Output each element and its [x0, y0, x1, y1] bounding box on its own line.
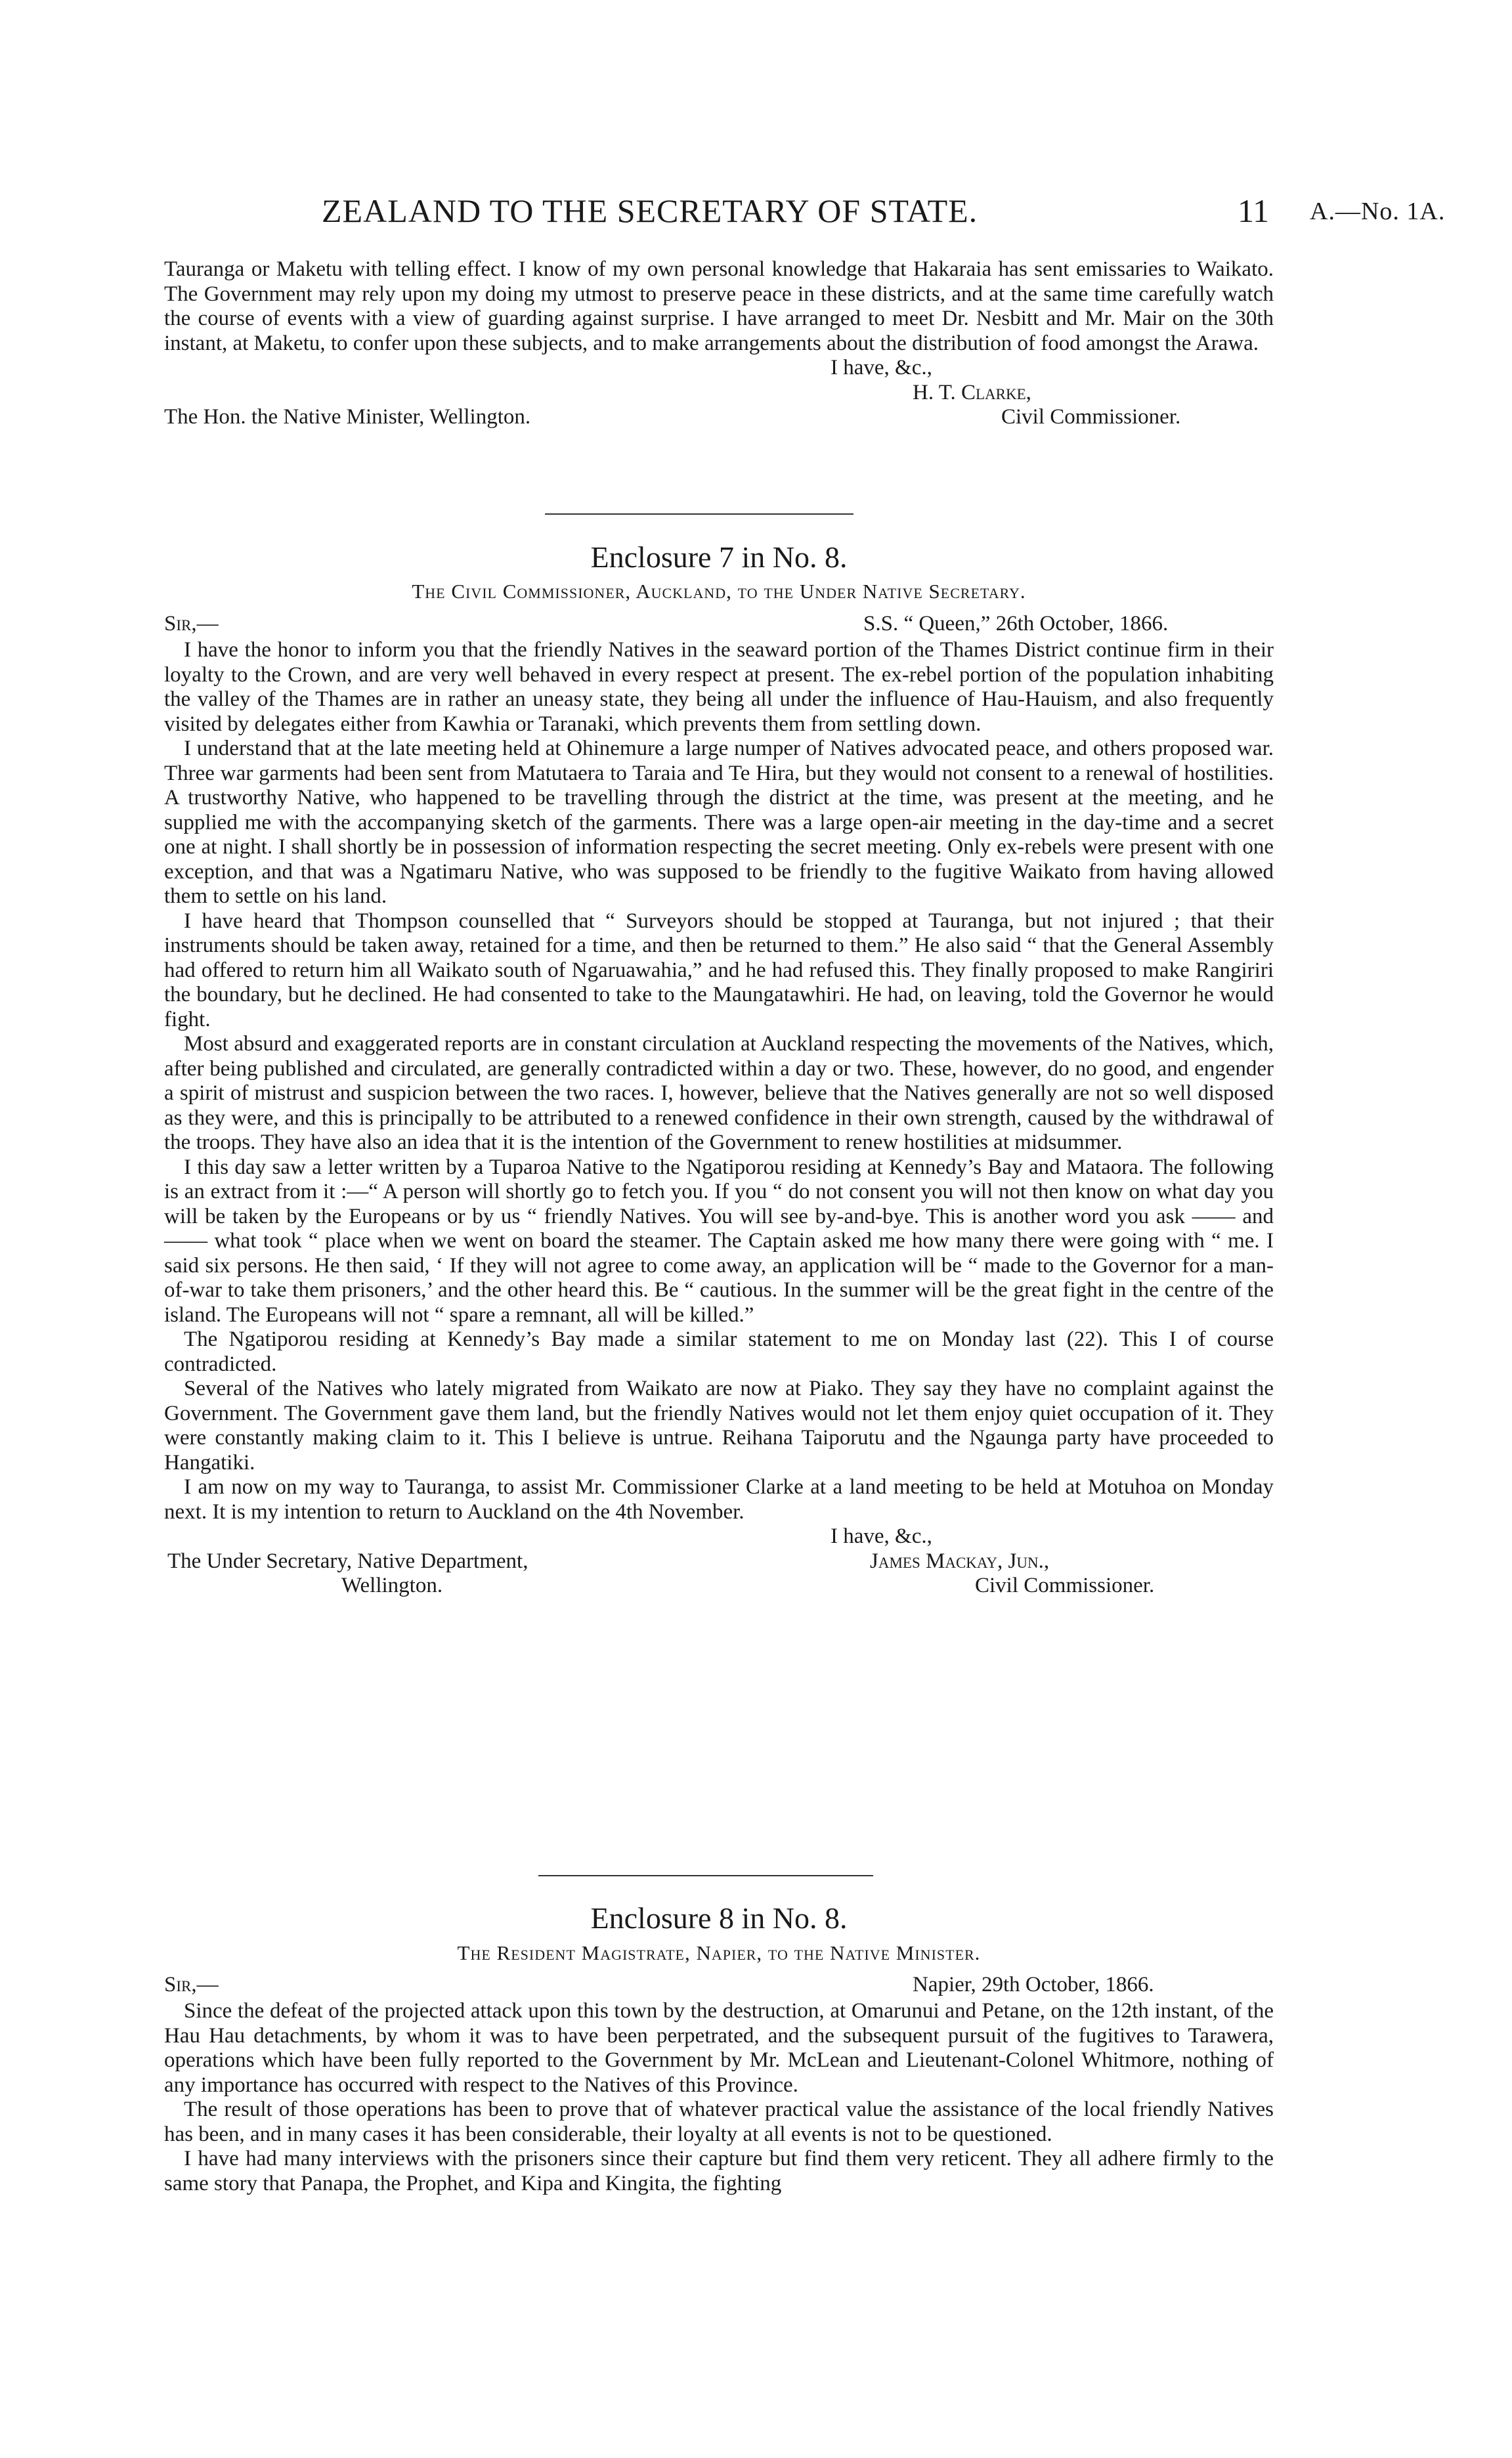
- enclosure7-heading: Enclosure 7 in No. 8.: [590, 540, 848, 574]
- document-reference: A.—No. 1A.: [1310, 198, 1446, 225]
- top-section: [164, 257, 1274, 430]
- enclosure7-paragraph: Several of the Natives who lately migrated from Waikato are now at Piako. They say they have no complaint against the Government. The Government gave them land, but the friendly Natives would not let them enjoy quiet occupation of it. They were constantly making claim to it. This I believe is untrue. Reihana Taiporutu and the Ngaunga party have proceeded to Hangatiki.: [164, 1377, 1274, 1475]
- enclosure7-subheading: The Civil Commissioner, Auckland, to the Under Native Secretary.: [412, 580, 1026, 603]
- enclosure7-paragraph: Most absurd and exaggerated reports are in constant circulation at Auckland respecting the movements of the Natives, which, after being published and circulated, are generally contradicted within a day or two. These, however, do no good, and engender a spirit of mistrust and suspicion between the two races. I, however, believe that the Natives generally are not so well disposed as they were, and this is principally to be attributed to a renewed confidence in their own strength, caused by the withdrawal of the troops. They have also an idea that it is the intention of the Government to renew hostilities at midsummer.: [164, 1032, 1274, 1154]
- enclosure7-paragraph: I am now on my way to Tauranga, to assist Mr. Commissioner Clarke at a land meeting to be held at Motuhoa on Monday next. It is my intention to return to Auckland on the 4th November.: [164, 1475, 1274, 1524]
- header-title: ZEALAND TO THE SECRETARY OF STATE.: [322, 192, 978, 229]
- top-closing-row: [164, 356, 1274, 381]
- enclosure8-salutation: Sir,—: [164, 1973, 219, 1996]
- enclosure7-addressee-line1: The Under Secretary, Native Department,: [167, 1549, 529, 1573]
- running-header: [289, 192, 1471, 231]
- enclosure7-dateline: S.S. “ Queen,” 26th October, 1866.: [863, 612, 1169, 636]
- enclosure7-body: [164, 638, 1274, 1599]
- page-number: 11: [1238, 192, 1270, 229]
- enclosure8-paragraph: I have had many interviews with the prisoners since their capture but find them very reticent. They all adhere firmly to the same story that Panapa, the Prophet, and Kipa and Kingita, the fighting: [164, 2147, 1274, 2195]
- enclosure7-addressee-line2: Wellington.: [341, 1574, 443, 1597]
- enclosure7-paragraph: I have the honor to inform you that the friendly Natives in the seaward portion of the Thames District continue firm in their loyalty to the Crown, and are very well behaved in every respect at present. The ex-rebel portion of the population inhabiting the valley of the Thames are in rather an uneasy state, they being all under the influence of Hau-Hauism, and also frequently visited by delegates either from Kawhia or Taranaki, which prevents them from settling down.: [164, 638, 1274, 736]
- enclosure8-paragraph: The result of those operations has been to prove that of whatever practical value the assistance of the local friendly Natives has been, and in many cases it has been considerable, their loyalty at all events is not to be questioned.: [164, 2098, 1274, 2146]
- enclosure7-paragraph: I this day saw a letter written by a Tuparoa Native to the Ngatiporou residing at Kennedy’s Bay and Mataora. The following is an extract from it :—“ A person will shortly go to fetch you. If you “ do not consent you will not then know on what day you will be taken by the Europeans or by us “ friendly Natives. You will see by-and-bye. This is another word you ask —— and —— what took “ place when we went on board the steamer. The Captain asked me how many there were going with “ me. I said six persons. He then said, ‘ If they will not agree to come away, an application will be “ made to the Governor for a man-of-war to take them prisoners,’ and the other heard this. Be “ cautious. In the summer will be the great fight in the centre of the island. The Europeans will not “ spare a remnant, all will be killed.”: [164, 1155, 1274, 1327]
- enclosure8-dateline: Napier, 29th October, 1866.: [913, 1973, 1154, 1996]
- top-signature-title: Civil Commissioner.: [1001, 405, 1181, 429]
- top-addressee: The Hon. the Native Minister, Wellington.: [164, 405, 531, 429]
- top-signature-row: [164, 381, 1274, 406]
- enclosure8-body: [164, 1999, 1274, 2196]
- enclosure8-heading: Enclosure 8 in No. 8.: [590, 1901, 848, 1935]
- enclosure7-paragraph: I understand that at the late meeting held at Ohinemure a large numper of Natives advocated peace, and others proposed war. Three war garments had been sent from Matutaera to Taraia and Te Hira, but they would not consent to a renewal of hostilities. A trustworthy Native, who happened to be travelling through the district at the time, was present at the meeting, and he supplied me with the accompanying sketch of the garments. There was a large open-air meeting in the day-time and a secret one at night. I shall shortly be in possession of information respecting the secret meeting. Only ex-rebels were present with one exception, and that was a Ngatimaru Native, who was supposed to be friendly to the fugitive Waikato from having allowed them to settle on his land.: [164, 737, 1274, 908]
- enclosure7-signature-title: Civil Commissioner.: [975, 1574, 1155, 1597]
- enclosure7-paragraph: I have heard that Thompson counselled that “ Surveyors should be stopped at Tauranga, but not injured ; that their instruments should be taken away, retained for a time, and then be returned to them.” He also said “ that the General Assembly had offered to return him all Waikato south of Ngaruawahia,” and he had refused this. They finally proposed to make Rangiriri the boundary, but he declined. He had consented to take to the Maungatawhiri. He had, on leaving, told the Governor he would fight.: [164, 909, 1274, 1031]
- top-signature-name: H. T. Clarke,: [913, 380, 1031, 404]
- enclosure8-salutation-row: [164, 1973, 1274, 1999]
- top-paragraph: Tauranga or Maketu with telling effect. I know of my own personal knowledge that Hakaraia has sent emissaries to Waikato. The Government may rely upon my doing my utmost to preserve peace in these districts, and at the same time carefully watch the course of events with a view of guarding against surprise. I have arranged to meet Dr. Nesbitt and Mr. Mair on the 30th instant, at Maketu, to confer upon these subjects, and to make arrangements about the distribution of food amongst the Arawa.: [164, 257, 1274, 355]
- enclosure7-closing: I have, &c.,: [831, 1524, 932, 1548]
- enclosure7-salutation: Sir,—: [164, 612, 219, 636]
- section-divider-1: [545, 513, 853, 515]
- enclosure7-signature-name: James Mackay, Jun.,: [870, 1549, 1050, 1573]
- enclosure8-paragraph: Since the defeat of the projected attack upon this town by the destruction, at Omarunui and Petane, on the 12th instant, of the Hau Hau detachments, by whom it was to have been perpetrated, and the subsequent pursuit of the fugitives to Tarawera, operations which have been fully reported to the Government by Mr. McLean and Lieutenant-Colonel Whitmore, nothing of any importance has occurred with respect to the Natives of this Province.: [164, 1999, 1274, 2097]
- enclosure7-paragraph: The Ngatiporou residing at Kennedy’s Bay made a similar statement to me on Monday last (22). This I of course contradicted.: [164, 1327, 1274, 1376]
- enclosure7-title-row: [164, 1574, 1274, 1599]
- top-closing: I have, &c.,: [831, 356, 932, 379]
- enclosure7-signature-row: [164, 1549, 1274, 1574]
- enclosure7-closing-row: [164, 1524, 1274, 1549]
- enclosure7-salutation-row: [164, 612, 1274, 638]
- top-addressee-row: [164, 405, 1274, 430]
- enclosure8-subheading: The Resident Magistrate, Napier, to the Native Minister.: [457, 1941, 981, 1964]
- section-divider-2: [538, 1875, 873, 1876]
